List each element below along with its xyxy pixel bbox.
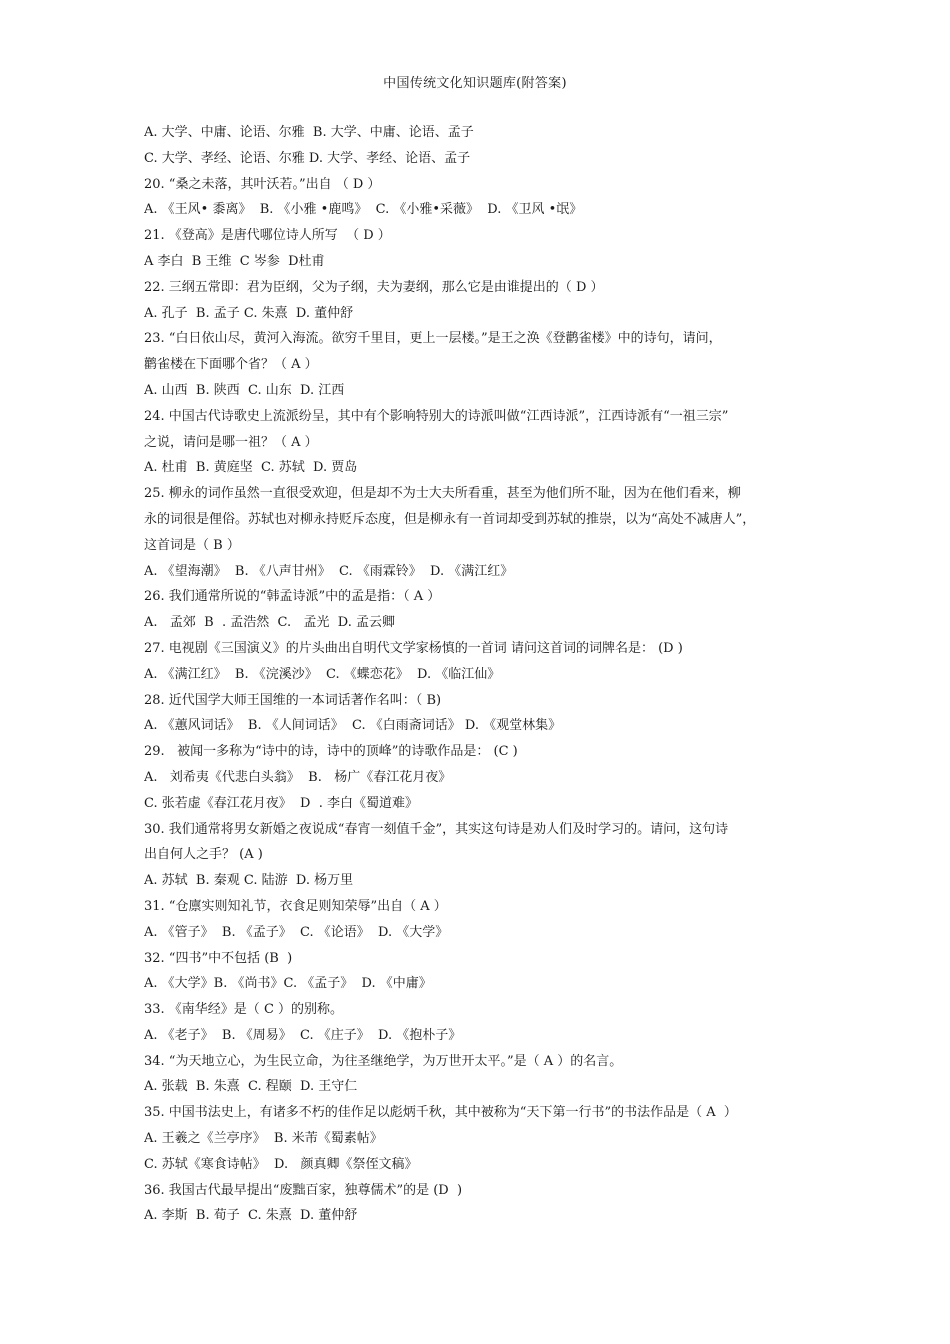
- text-line: A. 《望海潮》 B. 《八声甘州》 C. 《雨霖铃》 D. 《满江红》: [144, 563, 514, 579]
- text-line: C. 张若虚《春江花月夜》 D . 李白《蜀道难》: [144, 795, 418, 811]
- text-line: A. 大学、中庸、论语、尔雅 B. 大学、中庸、论语、孟子: [144, 125, 474, 140]
- text-line: A. 刘希夷《代悲白头翁》 B. 杨广《春江花月夜》: [144, 769, 452, 785]
- text-line: A. 《大学》B. 《尚书》C. 《孟子》 D. 《中庸》: [144, 976, 432, 992]
- text-line: 这首词是（ B ）: [144, 537, 240, 553]
- text-line: A. 《老子》 B. 《周易》 C. 《庄子》 D. 《抱朴子》: [144, 1027, 462, 1043]
- text-line: A. 王羲之《兰亭序》 B. 米芾《蜀素帖》: [144, 1131, 383, 1147]
- text-line: 30. 我们通常将男女新婚之夜说成“春宵一刻值千金”，其实这句诗是劝人们及时学习的。请问，这句诗: [144, 821, 729, 837]
- text-line: A. 《满江红》 B. 《浣溪沙》 C. 《蝶恋花》 D. 《临江仙》: [144, 666, 501, 682]
- text-line: 22. 三纲五常即：君为臣纲，父为子纲，夫为妻纲，那么它是由谁提出的（ D ）: [144, 279, 604, 295]
- text-line: 25. 柳永的词作虽然一直很受欢迎，但是却不为士大夫所看重，甚至为他们所不耻，因为在他们看来，柳: [144, 486, 741, 502]
- text-line: A. 李斯 B. 荀子 C. 朱熹 D. 董仲舒: [144, 1208, 358, 1224]
- text-line: 35. 中国书法史上，有诸多不朽的佳作足以彪炳千秋，其中被称为“天下第一行书”的书法作品是（ A ）: [144, 1105, 737, 1121]
- text-line: 31. “仓廪实则知礼节，衣食足则知荣辱”出自（ A ）: [144, 898, 447, 914]
- text-line: A. 《王风• 黍离》 B. 《小雅 •鹿鸣》 C. 《小雅•采薇》 D. 《卫风 •氓》: [144, 202, 583, 218]
- text-line: 23. “白日依山尽，黄河入海流。欲穷千里目，更上一层楼。”是王之涣《登鹳雀楼》中的诗句，请问，: [144, 331, 722, 347]
- text-line: A. 《管子》 B. 《孟子》 C. 《论语》 D. 《大学》: [144, 924, 449, 940]
- text-line: 26. 我们通常所说的“韩孟诗派”中的孟是指：（ A ）: [144, 589, 441, 605]
- text-line: 出自何人之手？ (A ): [144, 847, 263, 863]
- document-title: 中国传统文化知识题库(附答案): [383, 76, 567, 91]
- text-line: A. 山西 B. 陕西 C. 山东 D. 江西: [144, 382, 345, 398]
- text-line: 33. 《南华经》是（ C ）的别称。: [144, 1002, 344, 1018]
- text-line: 36. 我国古代最早提出“废黜百家，独尊儒术”的是 (D ): [144, 1182, 463, 1198]
- text-line: 28. 近代国学大师王国维的一本词话著作名叫：（ B): [144, 692, 442, 708]
- text-line: 29. 被闻一多称为“诗中的诗，诗中的顶峰”的诗歌作品是： (C ): [144, 744, 518, 760]
- text-line: 24. 中国古代诗歌史上流派纷呈，其中有个影响特别大的诗派叫做“江西诗派”，江西诗派有“一祖三宗”: [144, 408, 729, 424]
- text-line: C. 苏轼《寒食诗帖》 D. 颜真卿《祭侄文稿》: [144, 1156, 418, 1172]
- text-line: 21. 《登高》是唐代哪位诗人所写 （ D ）: [144, 228, 391, 244]
- text-line: A. 孟郊 B . 孟浩然 C. 孟光 D. 孟云卿: [144, 615, 396, 631]
- text-line: A. 苏轼 B. 秦观 C. 陆游 D. 杨万里: [144, 873, 354, 889]
- text-line: C. 大学、孝经、论语、尔雅 D. 大学、孝经、论语、孟子: [144, 150, 471, 166]
- text-line: A 李白 B 王维 C 岑参 D杜甫: [144, 253, 325, 269]
- question-list: [144, 120, 824, 1229]
- text-line: 鹳雀楼在下面哪个省？（ A ）: [144, 357, 318, 373]
- text-line: 27. 电视剧《三国演义》的片头曲出自明代文学家杨慎的一首词 请问这首词的词牌名是： (D ): [144, 640, 683, 656]
- text-line: A. 张载 B. 朱熹 C. 程颐 D. 王守仁: [144, 1079, 358, 1095]
- text-line: A. 《蕙风词话》 B. 《人间词话》 C. 《白雨斋词话》 D. 《观堂林集》: [144, 718, 562, 734]
- text-line: A. 杜甫 B. 黄庭坚 C. 苏轼 D. 贾岛: [144, 460, 358, 476]
- text-line: 32. “四书”中不包括 (B ): [144, 950, 293, 966]
- text-line: 之说，请问是哪一祖？（ A ）: [144, 434, 318, 450]
- text-line: 20. “桑之未落，其叶沃若。”出自 （ D ）: [144, 176, 381, 192]
- text-line: A. 孔子 B. 孟子 C. 朱熹 D. 董仲舒: [144, 305, 354, 321]
- text-line: 34. “为天地立心，为生民立命，为往圣继绝学，为万世开太平。”是（ A ）的名言。: [144, 1053, 623, 1069]
- text-line: 永的词很是俚俗。苏轼也对柳永持贬斥态度，但是柳永有一首词却受到苏轼的推崇，以为“高处不减唐人”，: [144, 511, 756, 527]
